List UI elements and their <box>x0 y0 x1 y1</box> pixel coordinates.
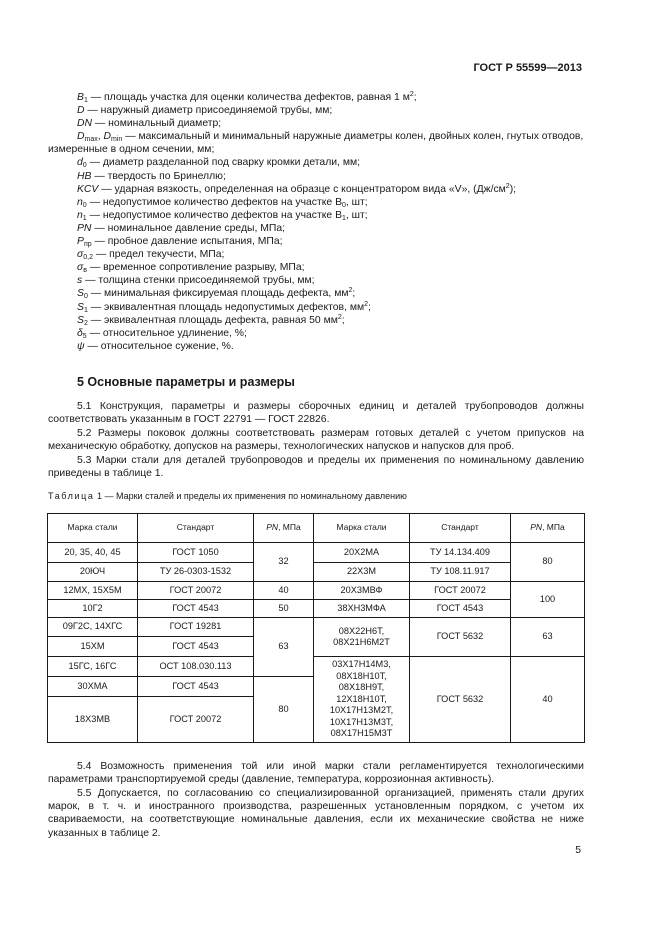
table-header-row <box>48 514 585 543</box>
cell-standard: ТУ 14.134.409 <box>410 543 511 563</box>
cell-standard: ГОСТ 20072 <box>138 582 254 600</box>
paragraph-5-4: 5.4 Возможность применения той или иной марки стали регламентируется технологическими параметрами транспортируемой среды (давление, температура, коррозионная активность). <box>48 761 584 786</box>
definition-item <box>48 327 586 340</box>
definition-symbol: B <box>77 92 84 103</box>
header-pn: PN, МПа <box>511 514 585 543</box>
symbol-subscript: 0 <box>82 162 87 170</box>
definition-symbol: σ <box>77 249 84 261</box>
definition-symbol: σ <box>77 262 84 274</box>
definition-tail: ; <box>341 314 345 326</box>
definition-item <box>48 274 586 287</box>
paragraph-5-3: 5.3 Марки стали для деталей трубопроводов и пределы их применения по номинальному давлению приведены в таблице 1. <box>48 455 584 480</box>
symbol-subscript: min <box>111 136 123 144</box>
cell-pn: 100 <box>511 582 585 618</box>
definition-symbol: D <box>77 105 85 117</box>
header-standard: Стандарт <box>138 514 254 543</box>
table-caption: Таблица 1 — Марки сталей и пределы их применения по номинальному давлению <box>48 491 407 501</box>
definition-symbol: s <box>77 275 83 287</box>
definition-item <box>48 209 586 222</box>
definition-item <box>48 130 586 156</box>
text-superscript: 2 <box>348 287 353 295</box>
definition-symbol: ψ <box>77 340 85 352</box>
definition-item <box>48 340 586 353</box>
cell-grade: 12МХ, 15Х5М <box>48 582 138 600</box>
definition-text: — относительное удлинение, %; <box>86 327 247 339</box>
cell-pn: 32 <box>254 543 314 582</box>
definition-tail: ; <box>413 92 417 103</box>
definition-text: — номинальное давление среды, МПа; <box>91 222 286 234</box>
definition-text: — недопустимое количество дефектов на участке B <box>86 209 342 221</box>
cell-standard: ГОСТ 20072 <box>138 697 254 743</box>
definition-item <box>48 91 586 104</box>
cell-standard: ГОСТ 19281 <box>138 618 254 637</box>
cell-grade: 20Х2МА <box>314 543 410 563</box>
cell-standard: ГОСТ 4543 <box>138 637 254 657</box>
definition-item <box>48 104 586 117</box>
definition-item <box>48 222 586 235</box>
cell-grade: 30ХМА <box>48 677 138 697</box>
cell-grade: 08Х22Н6Т, 08Х21Н6М2Т <box>314 618 410 657</box>
symbol-subscript: пр <box>83 241 92 249</box>
page-number: 5 <box>575 845 581 856</box>
definition-symbol: n <box>77 209 83 221</box>
cell-standard: ГОСТ 5632 <box>410 657 511 743</box>
definition-item <box>48 170 586 183</box>
cell-standard: ТУ 108.11.917 <box>410 563 511 582</box>
definition-tail: ; <box>368 301 371 313</box>
definition-item <box>48 287 586 300</box>
definition-item <box>48 314 586 327</box>
definition-text: — эквивалентная площадь недопустимых дефектов, мм <box>87 301 365 313</box>
definition-text: — недопустимое количество дефектов на участке B <box>86 196 342 208</box>
symbol-separator: , <box>97 131 104 143</box>
cell-grade: 15ГС, 16ГС <box>48 657 138 677</box>
definition-symbol: S <box>77 288 84 300</box>
definition-symbol: S <box>77 314 84 326</box>
cell-grade: 20, 35, 40, 45 <box>48 543 138 563</box>
paragraph-5-2: 5.2 Размеры поковок должны соответствовать размерам готовых деталей с учетом припусков на механическую обработку, допусков на размеры, технологических напусков и напусков для проб. <box>48 428 584 453</box>
definition-item <box>48 301 586 314</box>
definition-text: — минимальная фиксируемая площадь дефекта, мм <box>87 288 349 300</box>
header-grade: Марка стали <box>314 514 410 543</box>
definition-item <box>48 235 586 248</box>
definition-text: — диаметр разделанной под сварку кромки детали, мм; <box>86 157 361 169</box>
definition-text: — предел текучести, МПа; <box>93 249 225 261</box>
cell-standard: ГОСТ 20072 <box>410 582 511 600</box>
table-row <box>48 563 585 582</box>
definition-symbol: D <box>103 131 112 143</box>
text-superscript: 2 <box>337 313 342 321</box>
cell-pn: 63 <box>511 618 585 657</box>
definition-symbol: n <box>77 196 83 208</box>
definition-symbol: δ <box>77 327 83 339</box>
symbol-subscript: в <box>83 267 87 275</box>
cell-grade: 18Х3МВ <box>48 697 138 743</box>
definition-item <box>48 183 586 196</box>
cell-grade: 09Г2С, 14ХГС <box>48 618 138 637</box>
table-row <box>48 657 585 677</box>
cell-pn: 50 <box>254 600 314 618</box>
definition-symbol: d <box>77 157 83 169</box>
definitions-list <box>48 91 586 353</box>
header-standard: Стандарт <box>410 514 511 543</box>
definition-text: — твердость по Бринеллю; <box>91 170 226 182</box>
cell-pn: 80 <box>511 543 585 582</box>
cell-pn: 63 <box>254 618 314 677</box>
table-row <box>48 600 585 618</box>
table-row <box>48 543 585 563</box>
cell-standard: ГОСТ 4543 <box>410 600 511 618</box>
definition-symbol: S <box>77 301 84 313</box>
cell-standard: ГОСТ 5632 <box>410 618 511 657</box>
cell-pn: 80 <box>254 677 314 743</box>
symbol-subscript: 1 <box>82 214 87 222</box>
cell-grade: 15ХМ <box>48 637 138 657</box>
symbol-subscript: 0 <box>82 201 87 209</box>
paragraph-5-1: 5.1 Конструкция, параметры и размеры сборочных единиц и деталей трубопроводов должны соответствовать указанным в ГОСТ 22791 — ГОСТ 22826. <box>48 401 584 426</box>
text-subscript: 0 <box>342 201 346 209</box>
definition-item <box>48 117 586 130</box>
header-grade: Марка стали <box>48 514 138 543</box>
definition-item <box>48 156 586 169</box>
cell-grade: 10Г2 <box>48 600 138 618</box>
definition-tail: ; <box>352 288 356 300</box>
definition-text: — толщина стенки присоединяемой трубы, мм; <box>82 275 315 287</box>
definition-tail: , шт; <box>345 196 368 208</box>
definition-tail: ); <box>509 183 517 195</box>
document-header: ГОСТ Р 55599—2013 <box>473 62 582 74</box>
cell-grade: 22Х3М <box>314 563 410 582</box>
definition-symbol: D <box>77 131 85 143</box>
definition-item <box>48 196 586 209</box>
text-subscript: 1 <box>342 214 346 222</box>
table-row <box>48 582 585 600</box>
symbol-subscript: max <box>84 136 98 144</box>
symbol-subscript: 0 <box>83 293 88 301</box>
cell-grade: 03Х17Н14М3, 08Х18Н10Т, 08Х18Н9Т, 12Х18Н10Т, 10Х17Н13М2Т, 10Х17Н13М3Т, 08Х17Н15М3Т <box>314 657 410 743</box>
symbol-subscript: 2 <box>83 319 88 327</box>
cell-standard: ГОСТ 4543 <box>138 600 254 618</box>
cell-standard: ГОСТ 1050 <box>138 543 254 563</box>
cell-pn: 40 <box>511 657 585 743</box>
definition-tail: , шт; <box>345 209 368 221</box>
definition-symbol: HB <box>77 170 92 182</box>
definition-text: — номинальный диаметр; <box>92 118 222 130</box>
symbol-subscript: 1 <box>83 97 88 104</box>
symbol-subscript: 0,2 <box>83 254 94 262</box>
definition-text: — ударная вязкость, определенная на образце с концентратором вида «V», (Дж/см <box>98 183 506 195</box>
cell-standard: ГОСТ 4543 <box>138 677 254 697</box>
definition-text: — относительное сужение, %. <box>84 340 234 352</box>
definition-text: — эквивалентная площадь дефекта, равная 50 мм <box>87 314 338 326</box>
text-superscript: 2 <box>409 91 414 98</box>
cell-pn: 40 <box>254 582 314 600</box>
header-pn: PN, МПа <box>254 514 314 543</box>
steel-grades-table <box>47 513 585 743</box>
symbol-subscript: 1 <box>83 306 88 314</box>
definition-symbol: P <box>77 236 84 248</box>
definition-text: — максимальный и минимальный наружные диаметры колен, двойных колен, гнутых отводов, измеренные в одном сечении, мм; <box>48 131 584 156</box>
definition-text: — площадь участка для оценки количества дефектов, равная 1 м <box>87 92 410 103</box>
section-title: 5 Основные параметры и размеры <box>77 375 295 389</box>
cell-grade: 20ЮЧ <box>48 563 138 582</box>
definition-symbol: DN <box>77 118 93 130</box>
table-row <box>48 618 585 637</box>
definition-item <box>48 261 586 274</box>
paragraph-5-5: 5.5 Допускается, по согласованию со специализированной организацией, применять стали других марок, в т. ч. и иностранного производства, разрешенных установленным порядком, с учетом их свариваемости, на соответствующие номинальные давления, если их механические свойства не ниже указанных в таблице 2. <box>48 788 584 839</box>
cell-standard: ОСТ 108.030.113 <box>138 657 254 677</box>
definition-item <box>48 248 586 261</box>
cell-grade: 38ХН3МФА <box>314 600 410 618</box>
cell-grade: 20Х3МВФ <box>314 582 410 600</box>
definition-text: — наружный диаметр присоединяемой трубы, мм; <box>84 105 333 117</box>
text-superscript: 2 <box>505 182 510 190</box>
definition-symbol: PN <box>77 222 92 234</box>
definition-symbol: KCV <box>77 183 99 195</box>
definition-text: — временное сопротивление разрыву, МПа; <box>87 262 305 274</box>
text-superscript: 2 <box>364 300 369 308</box>
symbol-subscript: 5 <box>82 332 87 340</box>
definition-text: — пробное давление испытания, МПа; <box>91 236 283 248</box>
cell-standard: ТУ 26-0303-1532 <box>138 563 254 582</box>
